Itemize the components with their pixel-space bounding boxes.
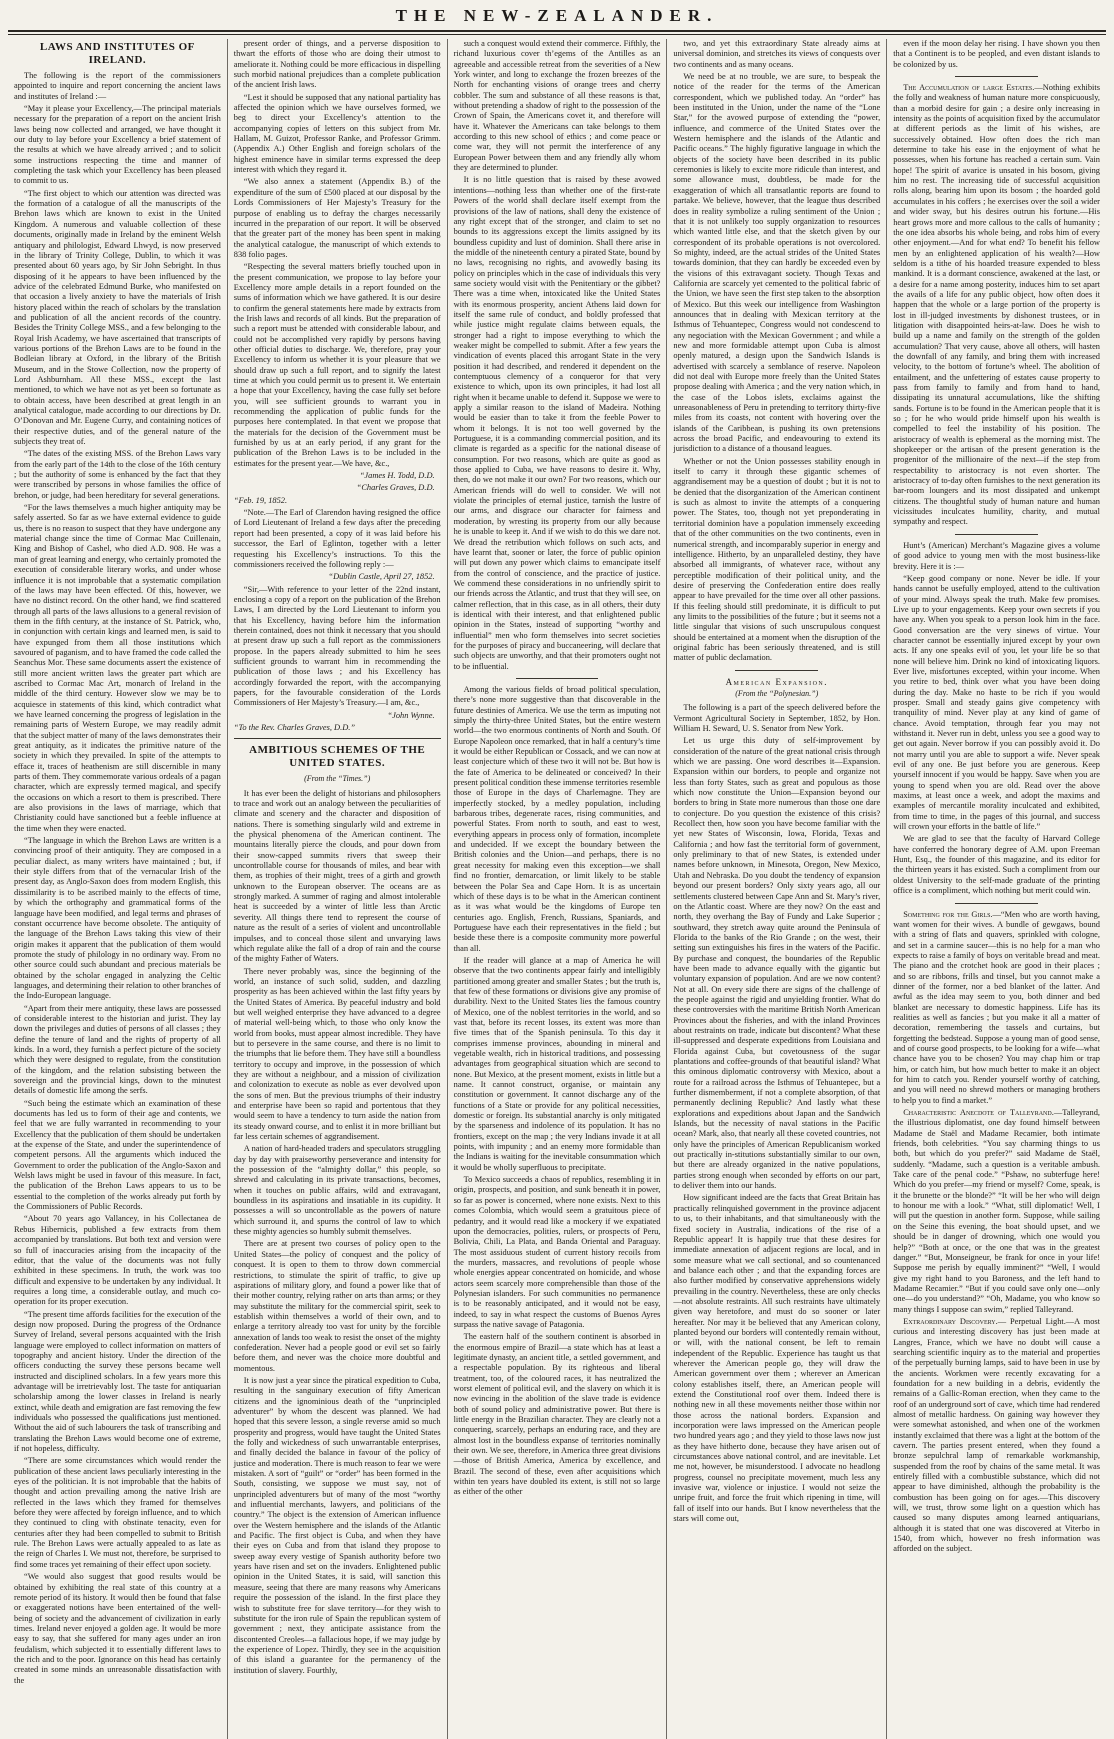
signature: “James H. Todd, D.D. [359,471,435,481]
item-body: —Nothing exhibits the folly and weakness of human nature more conspicuously, than a morbid desire for gain ; a desire only increasing in intensity as the points of acquisition fixed by the accumulator at different periods as the limit of his wishes, are successively obtained. How often does the rich man determine to take his ease in the enjoyment of what he possesses, when his fortune has reached a certain sum. Vain hope! The spirit of avarice is unsated in his bosom, giving him no rest. The increasing tide of successful acquisition rolls along, bearing him upon its bosom ; the hoarded gold accumulates in his coffers ; he exercises over the soil a wider and wider sway, but his desires outrun his fortune.—His heart grows more and more callous to the calls of humanity ; the one idea absorbs his whole being, and robs him of every other enjoyment.—And for what end? To benefit his fellow men by an enlightened application of his wealth?—How seldom is a tithe of his hoarded treasure expended to bless mankind. It is a dormant conscience, awakened at the last, or a desire for a name among posterity, induces him to set apart the avails of a life for any public object, how often does it happen that the whole or a large portion of the property is lost in ill-judged investments by dishonest trustees, or in litigation with disappointed heirs-at-law. Does he wish to build up a name and family on the strength of the golden accumulation? That very cause, above all others, will hasten the downfall of any family, and bring them with increased velocity, to the bottom of fortune’s wheel. The abolition of entailment, and the unfettering of estates cause property to pass from family to family and from hand to hand, dissipating its unnatural accumulations, like the shifting sands. Fortune is to be found in the American people that it is so ; for he who would pride himself upon his wealth is compelled to feel the instability of his position. The aristocracy of wealth is ephemeral as the morning mist. The shopkeeper or the artisan of the present generation is the progenitor of the millionaire of the next—if the step from respectability to aristocracy is not even shorter. The aristocracy of to-day often furnishes to the next generation its bar-room loungers and its most dissipated and unkempt citizens. The thoughtful study of human nature and human vicissitudes inculcates humility, charity, and mutual sympathy and respect. [893,83,1100,527]
paragraph: It is no little question that is raised by these avowed intentions—nothing less than whether one of the first-rate Powers of the world shall declare itself exempt from the provisions of the law of nations, shall deny the existence of any right except that of the stronger, and claim to set no bounds to its aggressions except the limits assigned by its boundless cupidity and lust of dominion. Shall there arise in the middle of the nineteenth century a pirated State, bound by no laws, recognising no rights, and avowedly basing its policy on principles which in the case of individuals this very same society would visit with the Penitentiary or the gibbet? There was a time when, intoxicated like the United States with its enormous prosperity, ancient Athens laid down for itself the same rule of conduct, and boldly professed that while justice might regulate claims between equals, the stronger had a right to impose everything to which the weaker might be compelled to submit. After a few years the vindication of events placed this arrogant State in the very position it had described, and rendered it dependent on the contemptuous clemency of a conqueror for that very existence to which, upon its own principles, it had lost all right when it became unable to defend it. Suppose we were to apply a similar reason to the island of Madeira. Nothing would be easier than to take it from the feeble Power to whom it belongs. It is not too well governed by the Portuguese, it is a commanding commercial position, and its climate is regarded as a specific for the national disease of consumption. For two reasons, which are quite as good as those applied to Cuba, we have reasons to desire it. Why, then, do we not make it our own? For two reasons, which our American friends will do well to consider. We will not violate the principles of eternal justice, tarnish the lustre of our arms, and disgrace our character for fairness and moderation, by wresting its property from our ally because he is unable to keep it. And if we wish to do this we dare not. We dread the retribution which follows on such acts, and have learnt that, sooner or later, the force of public opinion will put down any power which claims to emancipate itself from the control of conscience, and the practice of justice. We commend these considerations in no unfriendly spirit to our friends across the Atlantic, and trust that they will see, on calmer reflection, that in this case, as in all others, their duty is identical with their interest, and that enlightened public opinion in the States, instead of supporting “worthy and influential” men who form themselves into secret societies for the purposes of piracy and buccaneering, will declare that such objects are unworthy, and that their promoters ought not to be influential. [453,175,661,671]
paragraph: To Mexico succeeds a chaos of republics, resembling it in origin, prospects, and position, and sunk beneath it in power, so far as power is concerned, where none exists. Next to this comes Colombia, which would seem a gratuitous piece of pedantry, and it would read like a mockery if we expatiated upon the democracies, polities, rulers, or prospects of Peru, Bolivia, Chili, La Plata, and Banda Oriental and Paraguay. The most assiduous student of current history recoils from the murders, massacres, and revolutions of people whose whole energies appear concentrated on homicide, and whose actors seem scarcely more comprehensible than those of the Polynesian islanders. For such communities no permanence is to be reasonably anticipated, and it would not be easy, indeed, to say in what respect the customs of Buenos Ayres surpass the native savage of Patagonia. [453,1175,661,1329]
paragraph: There never probably was, since the beginning of the world, an instance of such solid, sudden, and dazzling prosperity as has been achieved within the last fifty years by the United States of America. By peaceful industry and bold but well weighed enterprise they have advanced to a degree of material well-being which, to those who only know the world from books, must appear almost incredible. They have but to persevere in the same course, and there is no limit to the triumphs that lie before them. They have still a boundless territory to occupy and improve, in the possession of which they are without a neighbour, and a mission of civilization and colonization to execute as noble as ever devolved upon the sons of men. But the previous triumphs of their industry and enterprise have been so rapid and portentous that they would seem to have a tendency to turn aside the nation from its steady onward course, and to enlist it in more brilliant but far less certain schemes of aggrandisement. [233,966,441,1142]
paragraph: “Apart from their mere antiquity, these laws are possessed of considerable interest to the historian and jurist. They lay down the privileges and duties of persons of all classes ; they define the tenure of land and the rights of property of all kinds. In a word, they furnish a perfect picture of the society which they were designed to regulate, from the constitution of the kingdom, and the relation subsisting between the sovereign and the provincial kings, down to the minutest details of domestic life among the serfs. [14,1003,221,1096]
masthead-rule [8,34,1106,35]
column-2 [228,39,448,1739]
paragraph [893,1317,1100,1555]
paragraph [893,83,1100,528]
source-credit: (From the “Polynesian.”) [735,688,819,698]
paragraph: such a conquest would extend their commerce. Fifthly, the richand luxurious cover th’egems of the Antilles as an agreeable and accessible retreat from the severities of a New York winter, and long to exchange the frozen breezes of the North for enchanting visions of orange trees and cherry cobbler. The sum and substance of all these reasons is that, without pretending a shadow of right to the possession of the Crown of Spain, the Americans covet it, and therefore will have it. Whatever the Americans can take belongs to them according to this new school of ethics ; and come peace or come war, they will not permit the interference of any European Power between them and any friendly ally whom they are determined to plunder. [453,39,661,173]
column-1 [8,39,228,1739]
paragraph [893,910,1100,1107]
item-lead: Characteristic Anecdote of Talleyrand. [903,1108,1054,1118]
masthead-title: THE NEW-ZEALANDER. [8,4,1106,32]
paragraph: “Lest it should be supposed that any national partiality has affected the opinion which we have ourselves formed, we beg to direct your Excellency’s attention to the accompanying copies of letters on this subject from Mr. Hallam, M. Guizot, Professor Ranke, and Professor Grimm. (Appendix A.) Other English and foreign scholars of the highest eminence have in similar terms expressed the deep interest with which they regard it. [233,92,441,175]
paragraph: present order of things, and a perverse disposition to thwart the efforts of those who are doing their utmost to ameliorate it. Nothing could be more efficacious in dispelling such morbid national prejudices than a complete publication of the ancient Irish laws. [233,39,441,90]
paragraph: “The first object to which our attention was directed was the formation of a catalogue of all the manuscripts of the Brehon laws which are known to exist in the United Kingdom. A numerous and valuable collection of these documents, originally made in Ireland by the eminent Welsh antiquary and philologist, Edward Lhwyd, is now preserved in the library of Trinity College, Dublin, to which it was presented about 60 years ago, by Sir John Sebright. In thus disposing of it he appears to have been influenced by the advice of the celebrated Edmund Burke, who manifested on that occasion a lively anxiety to have the materials of Irish history placed within the reach of scholars by the translation and publication of all the ancient records of the country. Besides the Trinity College MSS., and a few belonging to the Royal Irish Academy, we have ascertained that transcripts of various portions of the Brehon Laws are to be found in the Bodleian library at Oxford, in the library of the British Museum, and in the Stowe Collection, now the property of Lord Ashburnham. All these MSS., except the last mentioned, to which we have not as yet been so fortunate as to obtain access, have been described at great length in an analytical catalogue, made according to our directions by Dr. O’Donovan and Mr. Eugene Curry, and containing notices of their respective duties, and of the general nature of the subjects they treat of. [14,188,221,447]
article-heading-irish-laws: LAWS AND INSTITUTES OF IRELAND. [39,41,195,66]
paragraph: How significant indeed are the facts that Great Britain has practically relinquished government in the province adjacent to us, to their inhabitants, and that simultaneously with the fixed society in Australia, indications of the rise of a Republic appear! It is happily true that these desires for immediate annexation of adjacent regions are local, and in some measure what we call sectional, and so countenanced and balance each other ; and that the expanding forces are also further modified by conservative apprehensions widely prevailing in the country. Nevertheless, these are only checks—not absolute restraints. All such restraints have ultimately given way heretofore, and must do so sooner or later hereafter. Nor may it be believed that any American colony, planted beyond our borders will contentedly remain without, or will, with the national consent, be left to remain independent of the Republic. Experience has taught us that wherever the American people go, they will draw the American government over them ; wherever an American colony establishes itself, there, an American people will extend the Constitutional roof over them. Indeed there is nothing new in all these movements neither those within nor those across the national borders. Expansion and incorporation were laws impressed on the American people two hundred years ago ; and they yield to those laws now just as they have hitherto done, because they have arisen out of circumstances above national control, and are inevitable. Let me not, however, be misunderstood. I advocate no headlong progress, counsel no precipitate movement, much less any invasive war, violence or injustice. I would not seize the unripe fruit, and force the fruit which ripening in time, will fall of itself into our hands. But I know nevertheless that the stars will come out, [673,1193,881,1524]
dateline: “Dublin Castle, April 27, 1852. [328,572,435,582]
paragraph: “About 70 years ago Vallancey, in his Collectanea de Rebus Hibernicis, published a few extracts from them accompanied by translations. But both text and version were so full of inaccuracies arising from the incapacity of the editor, that the value of the documents was not fully exhibited in these specimens. In truth, the work was too difficult and expensive to be undertaken by any individual. It requires a long time, a considerable outlay, and much co-operation for its proper execution. [14,1214,221,1307]
paragraph: A nation of hard-headed traders and speculators struggling day by day with praiseworthy perseverance and intensity for the possession of the “almighty dollar,” this people, so shrewd and calculating in its private transactions, becomes, when it touches on public affairs, wild and extravagant, boundless in its aspirations and insatiable in its cupidity. It possesses a will so uncontrollable as the powers of nature which surround it, and spurns the control of law to which these mighty agencies so humbly submit themselves. [233,1144,441,1237]
item-lead: Extraordinary Discovery. [903,1316,998,1326]
paragraph: “Sir,—With reference to your letter of the 22nd instant, enclosing a copy of a report on the publication of the Brehon Laws, I am directed by the Lord Lieutenant to inform you that his Excellency, having before him the information therein contained, does not think it necessary that you should at present draw up such a full report as the commissioners propose. In the papers already submitted to him he sees sufficient grounds to warrant him in recommending the publication of those laws ; and his Excellency has accordingly forwarded the report, with the accompanying papers, for the favourable consideration of the Lords Commissioners of Her Majesty’s Treasury.—I am, &c., [233,584,441,708]
paragraph: The following is the report of the commissioners appointed to inquire and report concerning the ancient laws and institutes of Ireland :— [14,71,221,101]
paragraph: “The present time affords facilities for the execution of the design now proposed. During the progress of the Ordnance Survey of Ireland, several persons acquainted with the Irish language were employed to collect information on matters of topography and ancient history. Under the direction of the officers conducting the survey these persons became well instructed and disciplined scholars. In a few years more this advantage will be irretrievably lost. The taste for antiquarian scholarship among the lower classes in Ireland is nearly extinct, while death and emigration are fast removing the few individuals who possessed the qualifications just mentioned. Without the aid of such labourers the task of transcribing and translating the Brehon Laws would become one of extreme, if not hopeless, difficulty. [14,1309,221,1454]
paragraph: “For the laws themselves a much higher antiquity may be safely asserted. So far as we have external evidence to guide us, there is no reason to suspect that they have undergone any material change since the time of Cormac Mac Cuillenain, King and Bishop of Cashel, who died A.D. 908. He was a man of great learning and energy, who certainly promoted the execution of considerable literary works, and under whose influence it is not improbable that a systematic compilation of the laws may have been effected. Of this, however, we have no distinct record. On the other hand, we find scattered through all parts of the laws allusions to a general revision of them in the fifth century, at the instance of St. Patrick, who, in conjunction with certain kings and learned men, is said to have expunged from them all those institutions which savoured of paganism, and to have framed the code called the Seanchus Mor. These same documents assert the existence of still more ancient written laws the greater part which are ascribed to Cormac Mac Art, monarch of Ireland in the middle of the third century. However slow we may be to acquiesce in statements of this kind, which contradict what we have learned concerning the progress of legislation in the remaining parts of Western Europe, we may readily admit that the subject matter of many of the laws demonstrates their great antiquity, as it indicates the primitive nature of the society in which they prevailed. In spite of the attempts to efface it, traces of heathenism are still discernible in many parts of them. They commemorate various ordeals of a pagan character, which are expressly termed magical, and specify the occasions on which a resort to them is prescribed. There are also provisions in the laws of marriage, which that Christianity could have sanctioned but a feeble influence at the time when they were enacted. [14,503,221,833]
item-body: —Talleyrand, the illustrious diplomatist, one day found himself between Madame de Staël and Madame Recamier, both intimate friends, both celebrities. “You say charming things to us both, but which do you prefer?” said Madame de Staël, suddenly. “Madame, such a question is a veritable ambush. Take care of the penal code.” “Pshaw, no subterfuge here! Which do you prefer—my friend or myself? Come, speak, is it the brunette or the blonde?” “It will be her who will deign to honour me with a look.” “What, still diplomatic! Well, I will put the question in another form. Suppose, while sailing on the Seine this evening, the boat should upset, and we should be in danger of drowning, which one would you help?” “Both at once, or the one that was in the greatest danger.” “But, Monseigneur, be frank for once in your life! Suppose me perish by equally imminent?” “Well, I would give my right hand to you Baroness, and the left hand to Madame Recamier.” “But if you could save only one—only one—do you understand?” “Oh, Madame, you who know so many things I suppose can swim,” replied Talleyrand. [893,1108,1100,1314]
paragraph: “The dates of the existing MSS. of the Brehon Laws vary from the early part of the 14th to the close of the 16th century ; but the authority of some is enhanced by the fact that they were transcribed by persons in whose families the office of brehon, or judge, had been hereditary for several generations. [14,449,221,500]
paragraph: “There are some circumstances which would render the publication of these ancient laws peculiarly interesting in the eyes of the politician. It is not improbable that the habits of thought and action prevailing among the native Irish are reflected in the laws which they framed for themselves before they were affected by foreign influence, and to which they continued to cling with obstinate tenacity, even for centuries after they had been compelled to submit to British rule. The Brehon Laws were actually appealed to as late as the reign of Charles I. We must not, therefore, be surprised to find some traces yet remaining of their effect upon society. [14,1456,221,1569]
article-heading-american-expansion: American Expansion. [725,676,829,687]
paragraph: “Keep good company or none. Never be idle. If your hands cannot be usefully employed, attend to the cultivation of your mind. Always speak the truth. Make few promises. Live up to your engagements. Keep your own secrets if you have any. When you speak to a person look him in the face. Good conversation are the very sinews of virtue. Your character cannot be essentially injured except by your own acts. If any one speaks evil of you, let your life be so that none will believe him. Drink no kind of intoxicating liquors. Ever live, misfortunes excepted, within your income. When you retire to bed, think over what you have been doing during the day. Make no haste to be rich if you would prosper. Small and steady gains give competency with tranquility of mind. Never play at any kind of game of chance. Avoid temptation, through fear you may not withstand it. Never run in debt, unless you see a good way to get out again. Never borrow if you can possibly avoid it. Do not marry until you are able to support a wife. Never speak evil of any one. Be just before you are generous. Keep yourself innocent if you would be happy. Save when you are young to spend when you are old. Read over the above maxims, at least once a week, and adopt the maxims and examples of mercantile morality inculcated and exhibited, from time to time, in the pages of this journal, and success will crown your efforts in the battle of life.” [893,573,1100,832]
paragraph: “We would also suggest that good results would be obtained by exhibiting the real state of this country at a remote period of its history. It would then be found that false or exaggerated notions have been entertained of the well-being of society and the advancement of civilization in early times. Ireland never enjoyed a golden age. It would be more easy to say, that she suffered for many ages under an iron feudalism, which subjected it to essentially different laws to the rich and to the poor. Ignorance on this head has certainly created in some minds an unreasonable dissatisfaction with the [14,1572,221,1685]
item-lead: Something for the Girls. [903,909,993,919]
signature: “John Wynne. [387,710,435,720]
paragraph: It is now just a year since the piratical expedition to Cuba, resulting in the sanguinary execution of fifty American citizens and the ignominious death of the “unprincipled adventurer” by whom the descent was planned. We had hoped that this severe lesson, a single reverse amid so much prosperity and progress, would have taught the United States the folly and wickedness of such unwarrantable enterprises, and finally decided the balance in favour of the policy of justice and moderation. There is much reason to fear we were mistaken. A sort of “guilt” or “order” has been formed in the South, consisting, we suppose we must say, not of unprincipled adventurers but of many of the most “worthy and influential merchants, lawyers, and politicians of the country.” The object is the extension of American influence over the Western hemisphere and the islands of the Atlantic and Pacific. The first object is Cuba, and when they have their eyes on Cuba and from that island they propose to sweep away every vestige of Spanish authority before two years have risen and set on the invaders. Enlightened public opinion in the United States, it is said, will sanction this measure, seeing that there are many reasons why Americans require the possession of the island. In the first place they wish to substitute free for slave territory—for they wish to substitute for the iron rule of Spain the republican system of government ; next, they anticipate assistance from the discontented Creoles—a fallacious hope, if we may judge by the experience of Lopez. Thirdly, they see in the acquisition of this island a guarantee for the permanency of the institution of slavery. Fourthly, [233,1375,441,1675]
paragraph: even if the moon delay her rising. I have shown you then that a Continent is to be peopled, and even distant islands to be colonized by us. [893,39,1100,69]
article-heading-ambitious-schemes: AMBITIOUS SCHEMES OF THE UNITED STATES. [249,744,426,770]
paragraph: “Note.—The Earl of Clarendon having resigned the office of Lord Lieutenant of Ireland a few days after the preceding report had been presented, a copy of it was laid before his successor, the Earl of Eglinton, together with a letter requesting his Excellency’s instructions. To this the commissioners received the following reply :— [233,508,441,569]
paragraph: “Such being the estimate which an examination of these documents has led us to form of their age and contents, we feel that we are fully warranted in recommending to your Excellency that the publication of them should be undertaken at the expense of the State, and under the superintendence of competent persons. All the arguments which induced the Government to order the publication of the Anglo-Saxon and Welsh laws might be used in favour of this measure. In fact, the publication of the Brehon Laws appears to us to be essential to the completion of the works already put forth by the Commissioners of Public Records. [14,1098,221,1212]
paragraph: If the reader will glance at a map of America he will observe that the two continents appear fairly and intelligibly partitioned among greater and smaller States ; but the truth is, that few of these formations or divisions give any promise of durability. Next to the United States lies the famous country of Mexico, one of the noblest territories in the world, and so vast that, before its recent losses, its extent was more than five times that of the Spanish peninsula. To this day it comprises immense provinces, abounding in mineral and vegetable wealth, rich in historical traditions, and possessing advantages from geographical situation which are second to none. But Mexico, at the present moment, exists in little but a name. It cannot construct, organise, or maintain any constitution or government. It cannot discharge any of the functions of a State or provide for any political necessities, domestic or foreign. Its substantial anarchy is only mitigated by the sparseness and indolence of its population. It has no frontiers, except on the map ; the very Indians invade it at all points, with impunity ; and an enemy more formidable than the Indians is waiting for the inevitable consummation which it would be wholly superfluous to precipitate. [453,955,661,1172]
paragraph: “The language in which the Brehon Laws are written is a convincing proof of their antiquity. They are composed in a peculiar dialect, as many writers have maintained ; but, if their style differs from that of the vernacular Irish of the present day, as Anglo-Saxon does from modern English, this dissimilarity is to be ascribed mainly to the effects of time, by which the orthography and grammatical forms of the language have been modified, and legal terms and phrases of constant occurrence have become obsolete. The antiquity of the language of the Brehon Laws taking this view of their origin makes it apparent that the publication of them would promote the study of philology in no ordinary way. From no other source could such abundant and precious materials be obtained by the scholar engaged in analyzing the Celtic languages, and determining their relation to other branches of the Indo-European language. [14,836,221,1001]
source-credit: (From the “Times.”) [304,774,371,784]
signature: “Charles Graves, D.D. [356,483,435,493]
section-divider [955,903,1038,904]
section-divider [955,534,1038,535]
paragraph: It has ever been the delight of historians and philosophers to trace and work out an analogy between the peculiarities of climate and scenery and the character and disposition of nations. There is something singularly wild and extreme in the physical phenomena of the American continent. The mountains literally pierce the clouds, and pour down from their snow-capped summits rivers that sweep their uncontrollable course for thousands of miles, and bear with them, as trophies of their might, trees of a girth and growth unknown to the European observer. The oceans are as strongly marked. A summer of raging and almost intolerable heat is succeeded by a winter of little less than Arctic severity. All things there tend to represent the course of nature as the result of a series of violent and uncontrollable impulses, and to conceal those silent and unvarying laws which regulate alike the fall of a drop of rain and the course of the mighty Father of Waters. [233,788,441,964]
addressee: “To the Rev. Charles Graves, D.D.” [233,723,355,732]
section-divider [735,670,818,671]
paragraph: The eastern half of the southern continent is absorbed in the enormous empire of Brazil—a state which has at least a legitimate dynasty, an ancient title, a settled government, and a respectable population. By its righteous and liberal treatment, too, of the coloured races, it has neutralized the worst element of political evil, and the slavery on which it is now evincing in the abolition of the slave trade is evidence both of sound policy and administrative power. But there is little energy in the Brazilian character. They are clearly not a conquering, scarcely, perhaps an enduring race, and they are almost lost in the boundless expanse of territories nominally their own. We see, therefore, in America three great divisions—those of British America, America by excellence, and Brazil. The second of these, even after acquisitions which within ten years have doubled its extent, is still not so large as either of the other [453,1332,661,1497]
item-body: — Perpetual Light.—A most curious and interesting discovery has just been made at Langres, France, which we have no doubt will cause a searching scientific inquiry as to the material and properties of the perpetually burning lamps, said to have been in use by the ancients. Workmen were recently excavating for a foundation for a new building in a debris, evidently the remains of a Gallic-Roman erection, when they came to the roof of an underground sort of cave, which time had rendered almost of metallic hardness. On gaining way however they were somewhat astonished, and when one of the workmen instantly exclaimed that there was a light at the bottom of the cavern. The parties present entered, when they found a bronze sepulchral lamp of remarkable workmanship, suspended from the roof by chains of the same metal. It was entirely filled with a combustible substance, which did not appear to have diminished, although the probability is the combustion has been going on for ages.—This discovery will, we trust, throw some light on a question which has caused so many disputes among learned antiquarians, although it is stated that one was discovered at Viterbo in 1540, from which, however no fresh information was afforded on the subject. [893,1316,1100,1554]
paragraph: “Respecting the several matters briefly touched upon in the present communication, we propose to lay before your Excellency more ample details in a report founded on the sums of information which we have gathered. It is our desire to confirm the general statements here made by extracts from the Irish laws and records of all kinds. But the preparation of such a report must be attended with considerable labour, and could not be accomplished very rapidly by persons having other official duties to discharge. We, therefore, pray your Excellency to inform us whether it is your pleasure that we should draw up such a full report, and to signify the latest time at which you could permit us to present it. We entertain a hope that your Excellency, having the case fully set before you, will see sufficient grounds to warrant you in recommending the application of public funds for the purposes here contemplated. In that event we propose that the materials for the decision of the Government must be furnished by us at an early period, if any grant for the publication of the Brehon Laws is to be included in the estimates for the present year.—We have, &c., [233,262,441,468]
section-divider [516,678,599,679]
paragraph: Among the various fields of broad political speculation, there’s none more suggestive than that discoverable in the future destinies of America. We use the term as imputing not simply the thirty-three United States, but the entire western world—the two enormous continents of North and South. Of Europe Napoleon once remarked, that in half a century’s time it would be either Republican or Cossack, and we can now at least conjecture which of these two it will not be. But how is the fate of America to be delineated or conceived? In their present political condition these immense territories resemble those of Europe in the days of Charlemagne. They are imperfectly stocked, by a medley population, including barbarous tribes, degenerate races, rising communities, and powerful States. From north to south, and east to west, everything appears in process only of formation, incomplete and undecided. If we except the boundary between the British colonies and the Union—and perhaps, there is no great necessity for making even this exception—we shall find no frontier, demarcation, or limit likely to be stable between the Polar Sea and Cape Horn. It is as uncertain which of these days is to be what in the American continent as it was what would be the kingdoms of Europe ten centuries ago. English, French, Russians, Spaniards, and Portuguese have each their representatives in the field ; but beside these there is a composite community more powerful than all. [453,684,661,953]
item-body: —“Men who are worth having, want women for their wives. A bundle of gewgaws, bound with a string of flats and quavers, sprinkled with cologne, and set in a carmine saucer—this is no help for a man who expects to raise a family of boys on veritable bread and meat. The piano and the crotchet hook are good in their places ; and so are ribbons, frills and tinsel, but you cannot make a dinner of the former, nor a bed blanket of the latter. And awful as the idea may seem to you, both dinner and bed blanket are necessary to domestic happiness. Life has its realities as well as fancies ; but you make it all a matter of decoration, remembering the tassels and curtains, but forgetting the bedstead. Suppose a young man of good sense, and of course good prospects, to be looking for a wife—what chance have you to be chosen? You may chap him or trap him, or catch him, but how much better to make it an object for him to catch you. Render yourself worthy of catching, and you will need no shrewd mothers or managing brothers to help you to find a market.” [893,909,1100,1105]
paragraph: There are at present two courses of policy open to the United States—the policy of conquest and the policy of conquest. It is open to them to throw down commercial restrictions, to stimulate the spirit of traffic, to give up aspirations of military glory, and found a power like that of their mother country, relying rather on arts than arms; or they may substitute the military for the commercial spirit, seek to establish within themselves a world of their own, and to enlarge a territory already too vast for unity by the forcible annexation of lands too weak to resist the onset of the mighty confederation. Never had a people good or evil set so fairly before them, and never was the choice more doubtful and momentous. [233,1239,441,1373]
item-lead: The Accumulation of large Estates. [903,83,1035,93]
paragraph: We are glad to see that the faculty of Harvard College have conferred the honorary degree of A.M. upon Freeman Hunt, Esq., the founder of this magazine, and its editor for the thirteen years it has existed. Such a compliment from our oldest University to the self-made graduate of the printing office is a compliment, which nothing but merit could win. [893,834,1100,896]
column-3 [448,39,668,1739]
columns [8,39,1106,1739]
paragraph: We need be at no trouble, we are sure, to bespeak the notice of the reader for the terms of the American correspondent, which we published today. An “order” has been instituted in the Union, under the name of the “Lone Star,” for the avowed purpose of extending the “power, influence, and commerce of the United States over the Western hemisphere and the islands of the Atlantic and Pacific oceans.” The highly figurative language in which the objects of the society have been described in its public ceremonies is likely to excite more ridicule than interest, and some allowance must, doubtless, be made for the exaggeration of which all transatlantic reports are found to partake. We believe, however, that the league thus described does in reality symbolize a ruling sentiment of the Union ; that it is not unlikely too supply organization to resources which wanted little else, and that the sketch given by our correspondent of its probable operations is not overcolored. So mighty, indeed, are the actual strides of the United States towards dominion, that they can hardly be exceeded even by the visions of this extravagant society. Though Texas and California are scarcely yet cemented to the political fabric of the Union, we have seen the first step taken to the absorption of Mexico. But this week our intelligence from Washington announces that in dealing with Mexican territory at the Isthmus of Tehuantepec, Congress would not condescend to any negociation with the Mexican Government ; and while a new and more formidable attempt upon Cuba is almost openly matured, a design upon the Sandwich Islands is advertised with scarcely a semblance of reserve. Napoleon did not deal with Europe more freely than the United States propose dealing with America ; and the very nation which, in the case of the Lobos islets, exclaims against the unreasonableness of Peru in pretending to territory thirty-five miles from its coasts, not content with hovering over the islands of the Caribbean, is pushing its own pretensions across the broad Pacific, and endeavouring to extend its jurisdiction to a distance of a thousand leagues. [673,72,881,454]
column-5 [887,39,1106,1739]
paragraph: Let us urge this duty of self-improvement by consideration of the nature of the great national crisis through which we are passing. One word describes it—Expansion. Expansion within our borders, to people and organize not less than forty States, such as great and populous as those which now constitute the Union—Expansion beyond our borders to bring in State more numerous than those one dare to conjecture. Do you question the existence of this crisis? Recollect then, how soon you have become familiar with the yet new States of Wisconsin, Iowa, Florida, Texas and California ; and how fast the territorial form of government, only preliminary to that of new States, is extended under names before unknown, in Minesota, Oregon, New Mexico, Utah and Nebraska. Do you doubt the tendency of expansion beyond our present borders? Only sixty years ago, all our settlements clustered between Cape Ann and St. Mary’s river, on the Atlantic coast. Where are they now? On the east and north, they overhang the Bay of Fundy and Lake Superior ; southward, they stretch away quite around the Peninsula of Florida to the banks of the Rio Grande ; on the west, their setting sun extinguishes his fires in the waters of the Pacific. By purchase and conquest, the boundaries of the Republic have been made to advance equally with the gigantic but voluntary expansion of population. And are we now content? Not at all. On every side there are signs of the challenge of the people against the rigid and unyielding frontier. What do these controversies with the maritime British North American Provinces about the fisheries, and with the inland Provinces about restraints on trade, indicate but discontent? What these ill-suppressed and desperate expeditions from Louisiana and Florida against Cuba, but covetousness of the sugar plantations and coffee-grounds of that beautiful island? What this ominous diplomatic controversy with Mexico, about a route for a railroad across the Isthmus of Tehuantepec, but a further dismemberment, if not a complete absorption, of that permanently declining Republic? And lastly what these explorations and expeditions about Japan and the Sandwich Islands, but the necessity of naval stations in the Pacific ocean? Mark, also, that nearly all these coveted countries, not only have the principles of American Republicanism worked out practically in-stitutions substantially similar to our own, but there are already organized in the native populations, parties strong enough when seconded by efforts on our part, to deliver them into our hands. [673,736,881,1191]
section-divider [955,76,1038,77]
paragraph: “May it please your Excellency,—The principal materials necessary for the preparation of a report on the ancient Irish laws being now collected and arranged, we have thought it our duty to lay before your Excellency a brief statement of the results at which we have already arrived ; and to solicit some instructions respecting the time and manner of completing the task which your Excellency has been pleased to commit to us. [14,104,221,186]
paragraph: The following is a part of the speech delivered before the Vermont Agricultural Society in September, 1852, by Hon. William H. Seward, U. S. Senator from New York. [673,703,881,733]
paragraph: “We also annex a statement (Appendix B.) of the expenditure of the sum of £500 placed at our disposal by the Lords Commissioners of Her Majesty’s Treasury for the purpose of enabling us to defray the charges necessarily incurred in the preparation of our report. It will be observed that the greater part of the money has been spent in making the analytical catalogue, the manuscript of which extends to 838 folio pages. [233,177,441,259]
column-4 [667,39,887,1739]
paragraph: Hunt’s (American) Merchant’s Magazine gives a volume of good advice to young men with the most business-like brevity. Here it is :— [893,540,1100,571]
paragraph [893,1108,1100,1315]
paragraph: Whether or not the Union possesses stability enough in itself to carry it through these gigantic schemes of aggrandisement may be a question of doubt ; but it is not to be denied that the disorganization of the American continent is such as almost to invite the attempts of a conquering power. The States, too, though not yet preponderating in territorial dominion have a population immensely exceeding that of the other communities on the two continents, even in numerical strength, and incomparably superior in energy and intelligence. Hitherto, by an unparalleled destiny, they have absorbed all immigrants, of whatever race, without any perceptible modification of their political unity, and the desire of preserving the Confederation entire does really appear to have prevailed for the time over all other passions. If this feeling should still predominate, it is difficult to put any limits to the possibilities of the future ; but it seems not a little singular that visions of such unscrupulous conquest should be entertained at a moment when the disruption of the original fabric has been seriously threatened, and is still matter of public declamation. [673,456,881,663]
article-divider [234,738,441,739]
dateline: “Feb. 19, 1852. [233,495,288,505]
paragraph: two, and yet this extraordinary State already aims at universal dominion, and stretches its views of conquests over two continents and as many oceans. [673,39,881,69]
